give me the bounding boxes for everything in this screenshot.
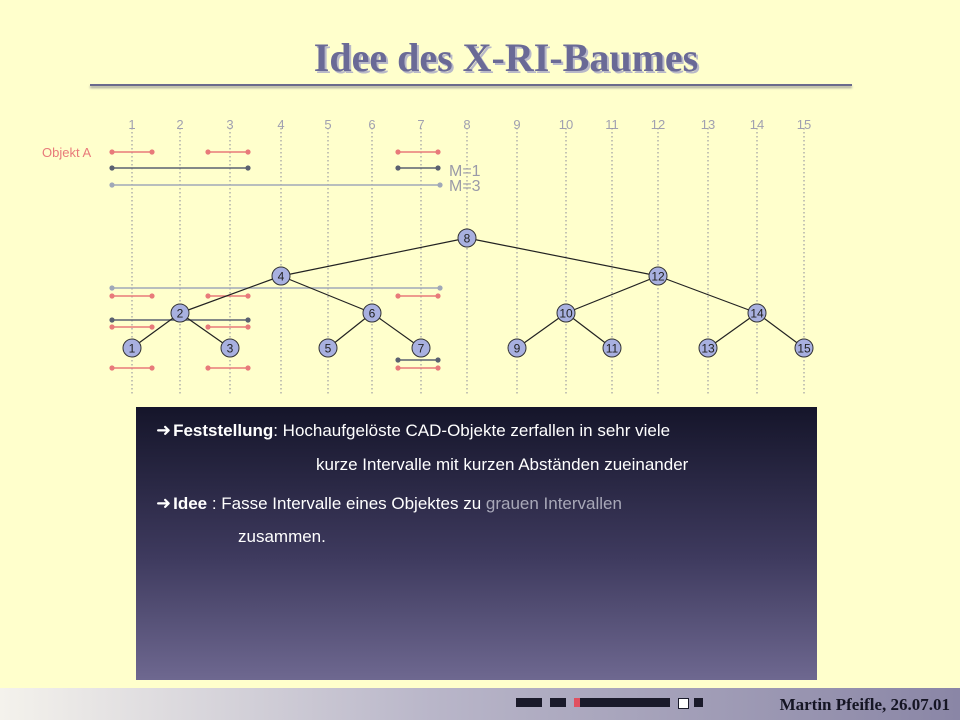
interval-endpoint xyxy=(109,365,114,370)
axis-number: 6 xyxy=(368,117,376,132)
axis-number: 14 xyxy=(749,117,765,132)
interval-endpoint xyxy=(149,293,154,298)
tree-node-label: 9 xyxy=(513,341,521,356)
interval-endpoint xyxy=(395,357,400,362)
idee-label: Idee xyxy=(173,494,208,513)
tree-edge xyxy=(566,276,658,313)
progress-segment xyxy=(550,698,566,707)
arrow-bullet-icon: ➜ xyxy=(156,420,172,440)
interval-endpoint xyxy=(395,149,400,154)
interval-endpoint xyxy=(109,285,114,290)
tree-node-label: 6 xyxy=(368,306,376,321)
interval-endpoint xyxy=(435,149,440,154)
tree-node-label: 1 xyxy=(128,341,136,356)
axis-number: 4 xyxy=(277,117,285,132)
interval-endpoint xyxy=(109,165,114,170)
interval-endpoint xyxy=(245,149,250,154)
interval-endpoint xyxy=(205,324,210,329)
interval-endpoint xyxy=(149,365,154,370)
axis-number: 13 xyxy=(700,117,716,132)
tree-node-label: 8 xyxy=(463,231,471,246)
statement-box xyxy=(136,407,817,680)
feststellung-label: Feststellung xyxy=(173,421,274,440)
m1-label: M=1 xyxy=(449,163,481,180)
axis-number: 11 xyxy=(605,117,619,132)
axis-number: 5 xyxy=(324,117,332,132)
interval-endpoint xyxy=(109,293,114,298)
interval-endpoint xyxy=(205,293,210,298)
interval-endpoint xyxy=(435,293,440,298)
idee-text: : Fasse Intervalle eines Objektes zu xyxy=(207,494,486,513)
progress-segment xyxy=(694,698,703,707)
tree-node-label: 4 xyxy=(277,269,285,284)
bullet-feststellung xyxy=(156,420,670,441)
progress-segment xyxy=(516,698,542,707)
tree-node-label: 10 xyxy=(559,306,573,321)
axis-number: 8 xyxy=(463,117,471,132)
tree-node-label: 5 xyxy=(324,341,332,356)
arrow-bullet-icon: ➜ xyxy=(156,493,172,513)
interval-endpoint xyxy=(149,324,154,329)
progress-segment xyxy=(678,698,689,709)
interval-endpoint xyxy=(109,324,114,329)
axis-number: 15 xyxy=(796,117,812,132)
interval-endpoint xyxy=(205,365,210,370)
axis-number: 2 xyxy=(176,117,184,132)
interval-endpoint xyxy=(435,357,440,362)
interval-endpoint xyxy=(435,365,440,370)
bullet-idee xyxy=(156,493,622,514)
m3-label: M=3 xyxy=(449,178,481,195)
interval-endpoint xyxy=(437,285,442,290)
interval-endpoint xyxy=(109,149,114,154)
interval-endpoint xyxy=(435,165,440,170)
object-a-label: Objekt A xyxy=(42,145,92,160)
interval-endpoint xyxy=(109,317,114,322)
interval-endpoint xyxy=(437,182,442,187)
axis-number: 7 xyxy=(417,117,425,132)
interval-endpoint xyxy=(205,149,210,154)
interval-endpoint xyxy=(149,149,154,154)
progress-segment xyxy=(580,698,670,707)
grey-intervals-text: grauen Intervallen xyxy=(485,494,622,513)
axis-number: 3 xyxy=(226,117,234,132)
tree-edge xyxy=(658,276,757,313)
axis-number: 10 xyxy=(558,117,574,132)
tree-node-label: 14 xyxy=(750,306,764,321)
tree-node-label: 13 xyxy=(701,341,715,356)
interval-endpoint xyxy=(245,165,250,170)
tree-node-label: 11 xyxy=(605,341,619,356)
axis-number: 9 xyxy=(513,117,521,132)
tree-node-label: 7 xyxy=(417,341,425,356)
tree-node-label: 12 xyxy=(651,269,665,284)
idee-continuation: zusammen. xyxy=(238,527,326,546)
interval-endpoint xyxy=(109,182,114,187)
tree-edge xyxy=(180,276,281,313)
axis-number: 1 xyxy=(128,117,136,132)
slide-title: Idee des X-RI-Baumes xyxy=(313,35,699,80)
feststellung-continuation: kurze Intervalle mit kurzen Abständen zueinander xyxy=(316,455,689,474)
footer-author-date: Martin Pfeifle, 26.07.01 xyxy=(779,695,950,714)
tree-node-label: 15 xyxy=(797,341,811,356)
axis-number: 12 xyxy=(650,117,666,132)
tree-edge xyxy=(467,238,658,276)
tree-edge xyxy=(281,238,467,276)
interval-endpoint xyxy=(395,293,400,298)
interval-endpoint xyxy=(245,324,250,329)
tree-edge xyxy=(281,276,372,313)
tree-node-label: 2 xyxy=(176,306,184,321)
interval-endpoint xyxy=(395,365,400,370)
interval-endpoint xyxy=(245,365,250,370)
tree-node-label: 3 xyxy=(226,341,234,356)
interval-endpoint xyxy=(245,293,250,298)
feststellung-text: : Hochaufgelöste CAD-Objekte zerfallen in sehr viele xyxy=(273,421,671,440)
interval-endpoint xyxy=(395,165,400,170)
interval-endpoint xyxy=(245,317,250,322)
footer-bar xyxy=(0,688,960,720)
